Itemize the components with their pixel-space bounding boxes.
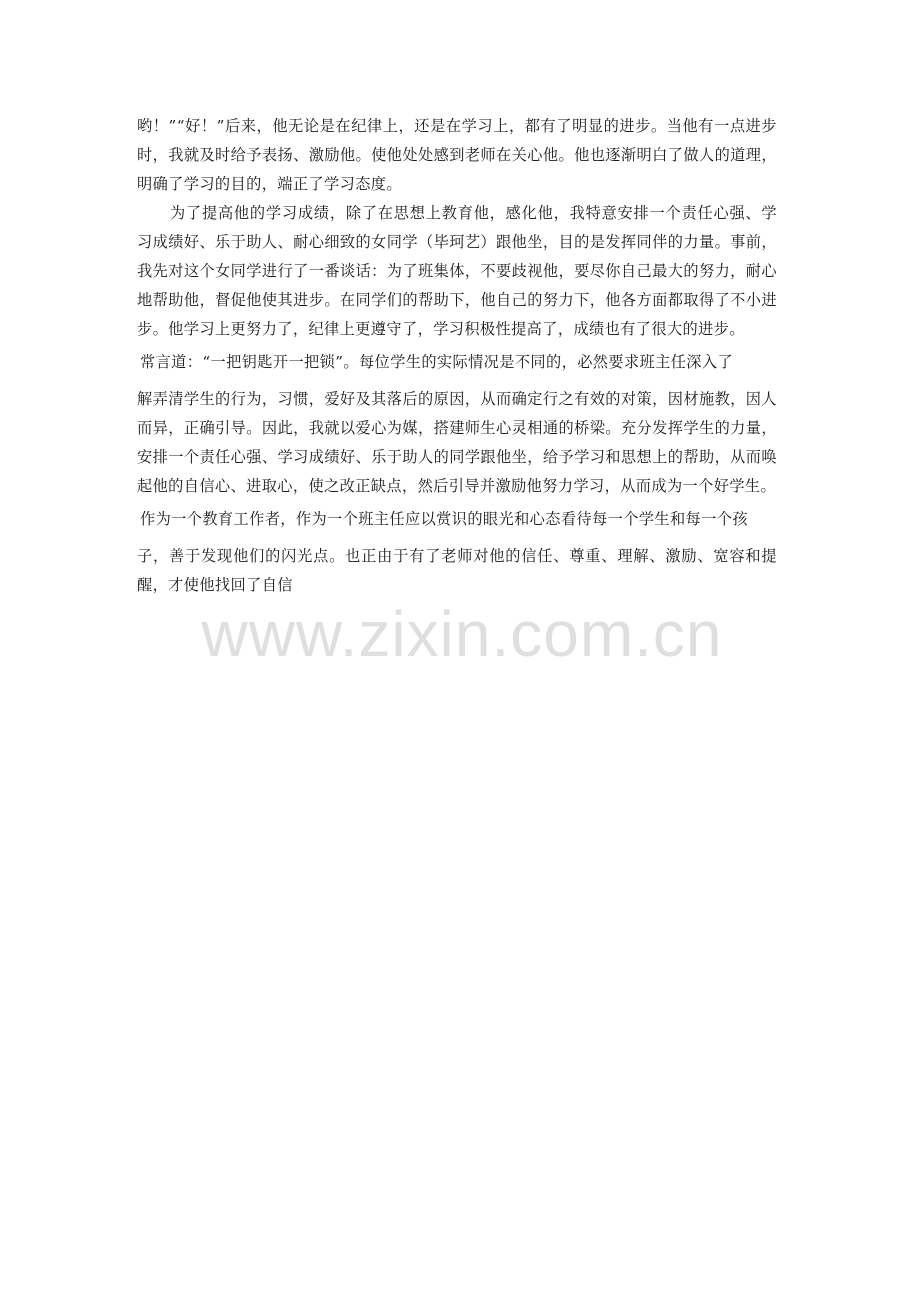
paragraph-4-lead: 作为一个教育工作者，作为一个班主任应以赏识的眼光和心态看待每一个学生和每一个孩 (140, 510, 748, 528)
paragraph-3-body: 解弄清学生的行为，习惯，爱好及其落后的原因，从而确定行之有效的对策，因材施教，因人而异，正确引导。因此，我就以爱心为媒，搭建师生心灵相通的桥梁。充分发挥学生的力量，安排一个责任心强、学习成绩好、乐于助人的同学跟他坐，给予学习和思想上的帮助，从而唤起他的自信心、进取心，使之改正缺点，然后引导并激励他努力学习，从而成为一个好学生。 (137, 390, 777, 495)
paragraph-4-body: 子，善于发现他们的闪光点。也正由于有了老师对他的信任、尊重、理解、激励、宽容和提醒，才使他找回了自信 (137, 547, 777, 594)
paragraph-2: 为了提高他的学习成绩，除了在思想上教育他，感化他，我特意安排一个责任心强、学习成绩好、乐于助人、耐心细致的女同学（毕珂艺）跟他坐，目的是发挥同伴的力量。事前，我先对这个女同学进行了一番谈话：为了班集体，不要歧视他，要尽你自己最大的努力，耐心地帮助他，督促他使其进步。在同学们的帮助下，他自己的努力下，他各方面都取得了不小进步。他学习上更努力了，纪律上更遵守了，学习积极性提高了，成绩也有了很大的进步。 (137, 204, 777, 338)
paragraph-3-lead: 常言道：“一把钥匙开一把锁”。每位学生的实际情况是不同的，必然要求班主任深入了 (140, 353, 734, 371)
document-body (137, 112, 777, 600)
watermark-text: www.zixin.com.cn (201, 598, 723, 670)
paragraph-1: 哟！”“好！”后来，他无论是在纪律上，还是在学习上，都有了明显的进步。当他有一点进步时，我就及时给予表扬、激励他。使他处处感到老师在关心他。他也逐渐明白了做人的道理，明确了学习的目的，端正了学习态度。 (137, 117, 777, 193)
